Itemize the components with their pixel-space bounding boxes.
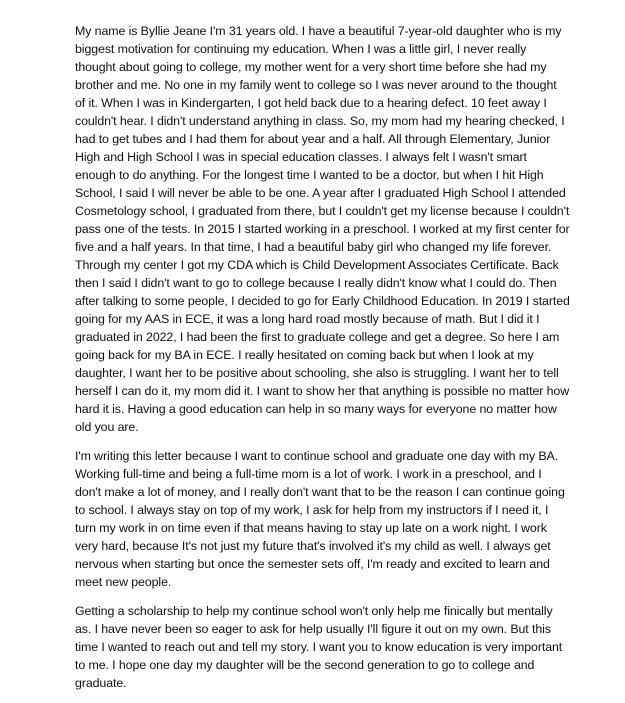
paragraph-scholarship: Getting a scholarship to help my continue school won't only help me finically but mentally as. I have never been so eager to ask for help usually I'll figure it out on my own. But this time I wanted to reach out and tell my story. I want you to know education is very important to me. I hope one day my daughter will be the second generation to go to college and graduate.	[75, 604, 563, 690]
paragraph-introduction: My name is Byllie Jeane I'm 31 years old. I have a beautiful 7-year-old daughter who is my biggest motivation for continuing my education. When I was a little girl, I never really thought about going to college, my mother went for a very short time before she had my brother and me. No one in my family went to college so I was never around to the thought of it. When I was in Kindergarten, I got held back due to a hearing defect. 10 feet away I couldn't hear. I didn't understand anything in class. So, my mom had my hearing checked, I had to get tubes and I had them for about year and a half. All through Elementary, Junior High and High School I was in special education classes. I always felt I wasn't smart enough to do anything. For the longest time I wanted to be a doctor, but when I hit High School, I said I will never be able to be one. A year after I graduated High School I attended Cosmetology school, I graduated from there, but I couldn't get my license because I couldn't pass one of the tests. In 2015 I started working in a preschool. I worked at my first center for five and a half years. In that time, I had a beautiful baby girl who changed my life forever. Through my center I got my CDA which is Child Development Associates Certificate. Back then I said I didn't want to go to college because I really didn't know what I could do. Then after talking to some people, I decided to go for Early Childhood Education. In 2019 I started going for my AAS in ECE, it was a long hard road mostly because of math. But I did it I graduated in 2022, I had been the first to graduate college and get a degree. So here I am going back for my BA in ECE. I really hesitated on coming back but when I look at my daughter, I want her to be positive about schooling, she also is struggling. I want her to tell herself I can do it, my mom did it. I want to show her that anything is possible no matter how hard it is. Having a good education can help in so many ways for everyone no matter how old you are.	[75, 24, 570, 434]
letter-body	[75, 22, 570, 703]
paragraph-reason: I'm writing this letter because I want to continue school and graduate one day with my BA. Working full-time and being a full-time mom is a lot of work. I work in a preschool, and I don't make a lot of money, and I really don't want that to be the reason I can continue going to school. I always stay on top of my work, I ask for help from my instructors if I need it, I turn my work in on time even if that means having to stay up late on a work night. I work very hard, because It's not just my future that's involved it's my child as well. I always get nervous when starting but once the semester sets off, I'm ready and excited to learn and meet new people.	[75, 449, 565, 589]
